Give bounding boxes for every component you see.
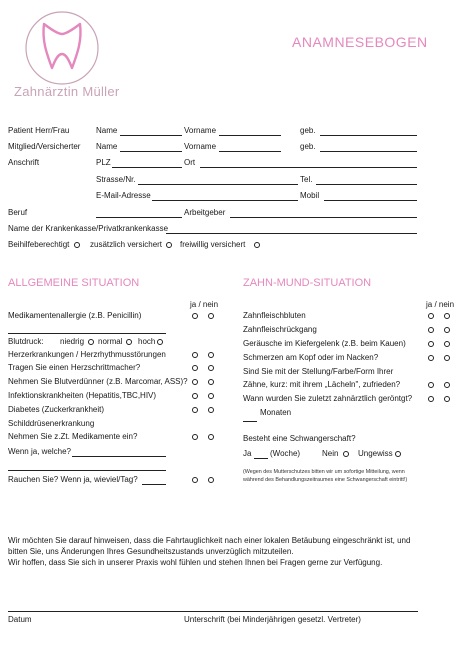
signature-label: Unterschrift (bei Minderjährigen gesetzl. Vertreter)	[184, 615, 361, 624]
footer-line-1: Wir möchten Sie darauf hinweisen, dass die Fahrtauglichkeit nach einer lokalen Betäubung eingeschränkt ist, und	[8, 536, 411, 545]
pregnancy-week-field[interactable]	[254, 458, 268, 459]
pregnancy-note-1: (Wegen des Mutterschutzes bitten wir um sofortige Mitteilung, wenn	[243, 469, 405, 475]
general-question-label: Schilddrüsenerkrankung	[8, 419, 95, 428]
blood-pressure-label: Blutdruck:	[8, 337, 44, 346]
kasse-field[interactable]	[166, 233, 417, 234]
dental-question-ja-radio[interactable]	[428, 341, 434, 347]
pregnancy-nein-label: Nein	[322, 449, 339, 458]
general-question-ja-radio[interactable]	[192, 365, 198, 371]
freiwillig-radio[interactable]	[254, 242, 260, 248]
dental-question-nein-radio[interactable]	[444, 396, 450, 402]
plz-label: PLZ	[96, 158, 111, 167]
patient-vorname-field[interactable]	[219, 135, 281, 136]
general-question-ja-radio[interactable]	[192, 379, 198, 385]
plz-field[interactable]	[112, 167, 182, 168]
general-question-label: Diabetes (Zuckerkrankheit)	[8, 405, 105, 414]
ort-label: Ort	[184, 158, 196, 167]
bp-normal-radio[interactable]	[126, 339, 132, 345]
general-question-ja-radio[interactable]	[192, 393, 198, 399]
general-question-nein-radio[interactable]	[208, 407, 214, 413]
email-field[interactable]	[152, 200, 298, 201]
dental-question-ja-radio[interactable]	[428, 382, 434, 388]
patient-geb-field[interactable]	[320, 135, 417, 136]
general-yes-no-header: ja / nein	[190, 300, 219, 309]
signature-line[interactable]	[8, 611, 418, 612]
pregnancy-ungewiss-label: Ungewiss	[358, 449, 393, 458]
dental-question-nein-radio[interactable]	[444, 327, 450, 333]
pregnancy-woche-label: (Woche)	[270, 449, 301, 458]
member-geb-field[interactable]	[320, 151, 417, 152]
dental-question-label: Zahnfleischbluten	[243, 311, 306, 320]
general-question-nein-radio[interactable]	[208, 352, 214, 358]
allergy-nein-radio[interactable]	[208, 313, 214, 319]
beihilfe-label: Beihilfeberechtigt	[8, 240, 70, 249]
ort-field[interactable]	[200, 167, 417, 168]
dental-section-title: ZAHN-MUND-SITUATION	[243, 277, 372, 289]
smoking-ja-radio[interactable]	[192, 477, 198, 483]
dental-question-nein-radio[interactable]	[444, 341, 450, 347]
general-section-title: ALLGEMEINE SITUATION	[8, 277, 140, 289]
practice-name: Zahnärztin Müller	[14, 84, 120, 99]
arbeitgeber-field[interactable]	[230, 217, 417, 218]
geb-label-2: geb.	[300, 142, 316, 151]
footer-line-2: bitten Sie, uns Änderungen Ihres Gesundheitszustands unverzüglich mitzuteilen.	[8, 547, 294, 556]
smoking-label: Rauchen Sie? Wenn ja, wieviel/Tag?	[8, 475, 138, 484]
dental-question-nein-radio[interactable]	[444, 355, 450, 361]
beruf-field[interactable]	[96, 217, 182, 218]
form-title: ANAMNESEBOGEN	[292, 34, 428, 50]
dental-question-label: Zähne, kurz: mit ihrem „Lächeln", zufrieden?	[243, 380, 401, 389]
dental-yes-no-header: ja / nein	[426, 300, 455, 309]
tel-label: Tel.	[300, 175, 313, 184]
email-label: E-Mail-Adresse	[96, 191, 151, 200]
general-question-nein-radio[interactable]	[208, 434, 214, 440]
general-question-nein-radio[interactable]	[208, 393, 214, 399]
dental-question-label: Geräusche im Kiefergelenk (z.B. beim Kauen)	[243, 339, 406, 348]
general-question-ja-radio[interactable]	[192, 434, 198, 440]
dental-question-label: Wann wurden Sie zuletzt zahnärztlich geröntgt?	[243, 394, 413, 403]
name-label-1: Name	[96, 126, 118, 135]
arbeitgeber-label: Arbeitgeber	[184, 208, 226, 217]
address-label: Anschrift	[8, 158, 40, 167]
dental-question-label: Zahnfleischrückgang	[243, 325, 317, 334]
freiwillig-label: freiwillig versichert	[180, 240, 246, 249]
allergy-ja-radio[interactable]	[192, 313, 198, 319]
dental-question-nein-radio[interactable]	[444, 313, 450, 319]
general-question-ja-radio[interactable]	[192, 352, 198, 358]
dental-question-label: Schmerzen am Kopf oder im Nacken?	[243, 353, 379, 362]
dental-question-label: Sind Sie mit der Stellung/Farbe/Form Ihrer	[243, 367, 394, 376]
which-field-2[interactable]	[8, 470, 166, 471]
bp-hoch-radio[interactable]	[157, 339, 163, 345]
mobil-label: Mobil	[300, 191, 320, 200]
general-question-label: Nehmen Sie Blutverdünner (z.B. Marcomar, ASS)?	[8, 377, 188, 386]
vorname-label-1: Vorname	[184, 126, 217, 135]
zusaetzlich-label: zusätzlich versichert	[90, 240, 163, 249]
months-label: Monaten	[260, 408, 292, 417]
months-field[interactable]	[243, 421, 257, 422]
general-question-nein-radio[interactable]	[208, 379, 214, 385]
general-question-label: Nehmen Sie z.Zt. Medikamente ein?	[8, 432, 138, 441]
name-label-2: Name	[96, 142, 118, 151]
dental-question-ja-radio[interactable]	[428, 327, 434, 333]
dental-question-ja-radio[interactable]	[428, 396, 434, 402]
dental-question-ja-radio[interactable]	[428, 313, 434, 319]
allergy-detail-field[interactable]	[8, 333, 166, 334]
general-question-label: Herzerkrankungen / Herzrhythmusstörungen	[8, 350, 166, 359]
pregnancy-note-2: während des Behandlungszeitraumes eine Schwangerschaft eintritt!)	[243, 477, 408, 483]
general-question-label: Tragen Sie einen Herzschrittmacher?	[8, 363, 141, 372]
which-label: Wenn ja, welche?	[8, 447, 71, 456]
geb-label-1: geb.	[300, 126, 316, 135]
dental-question-nein-radio[interactable]	[444, 382, 450, 388]
kasse-label: Name der Krankenkasse/Privatkrankenkasse	[8, 224, 169, 233]
bp-normal-label: normal	[98, 337, 123, 346]
zusaetzlich-radio[interactable]	[166, 242, 172, 248]
dental-question-ja-radio[interactable]	[428, 355, 434, 361]
bp-hoch-label: hoch	[138, 337, 156, 346]
beihilfe-radio[interactable]	[74, 242, 80, 248]
pregnancy-nein-radio[interactable]	[343, 451, 349, 457]
tooth-logo-icon	[22, 10, 102, 86]
date-label: Datum	[8, 615, 32, 624]
footer-line-3: Wir hoffen, dass Sie sich in unserer Praxis wohl fühlen und stehen Ihnen bei Fragen gerne zur Verfügung.	[8, 558, 383, 567]
strasse-field[interactable]	[138, 184, 298, 185]
member-vorname-field[interactable]	[219, 151, 281, 152]
bp-niedrig-label: niedrig	[60, 337, 85, 346]
pregnancy-label: Besteht eine Schwangerschaft?	[243, 434, 356, 443]
member-label: Mitglied/Versicherter	[8, 142, 81, 151]
smoking-nein-radio[interactable]	[208, 477, 214, 483]
strasse-label: Strasse/Nr.	[96, 175, 136, 184]
bp-niedrig-radio[interactable]	[88, 339, 94, 345]
general-question-nein-radio[interactable]	[208, 365, 214, 371]
vorname-label-2: Vorname	[184, 142, 217, 151]
beruf-label: Beruf	[8, 208, 28, 217]
general-question-label: Infektionskrankheiten (Hepatitis,TBC,HIV)	[8, 391, 157, 400]
member-name-field[interactable]	[120, 151, 182, 152]
practice-logo	[22, 10, 102, 86]
patient-label: Patient Herr/Frau	[8, 126, 70, 135]
allergy-label: Medikamentenallergie (z.B. Penicillin)	[8, 311, 142, 320]
smoking-field[interactable]	[142, 484, 166, 485]
general-question-ja-radio[interactable]	[192, 407, 198, 413]
pregnancy-ungewiss-radio[interactable]	[395, 451, 401, 457]
mobil-field[interactable]	[324, 200, 417, 201]
patient-name-field[interactable]	[120, 135, 182, 136]
which-field[interactable]	[72, 456, 166, 457]
tel-field[interactable]	[316, 184, 417, 185]
pregnancy-ja-label: Ja	[243, 449, 252, 458]
